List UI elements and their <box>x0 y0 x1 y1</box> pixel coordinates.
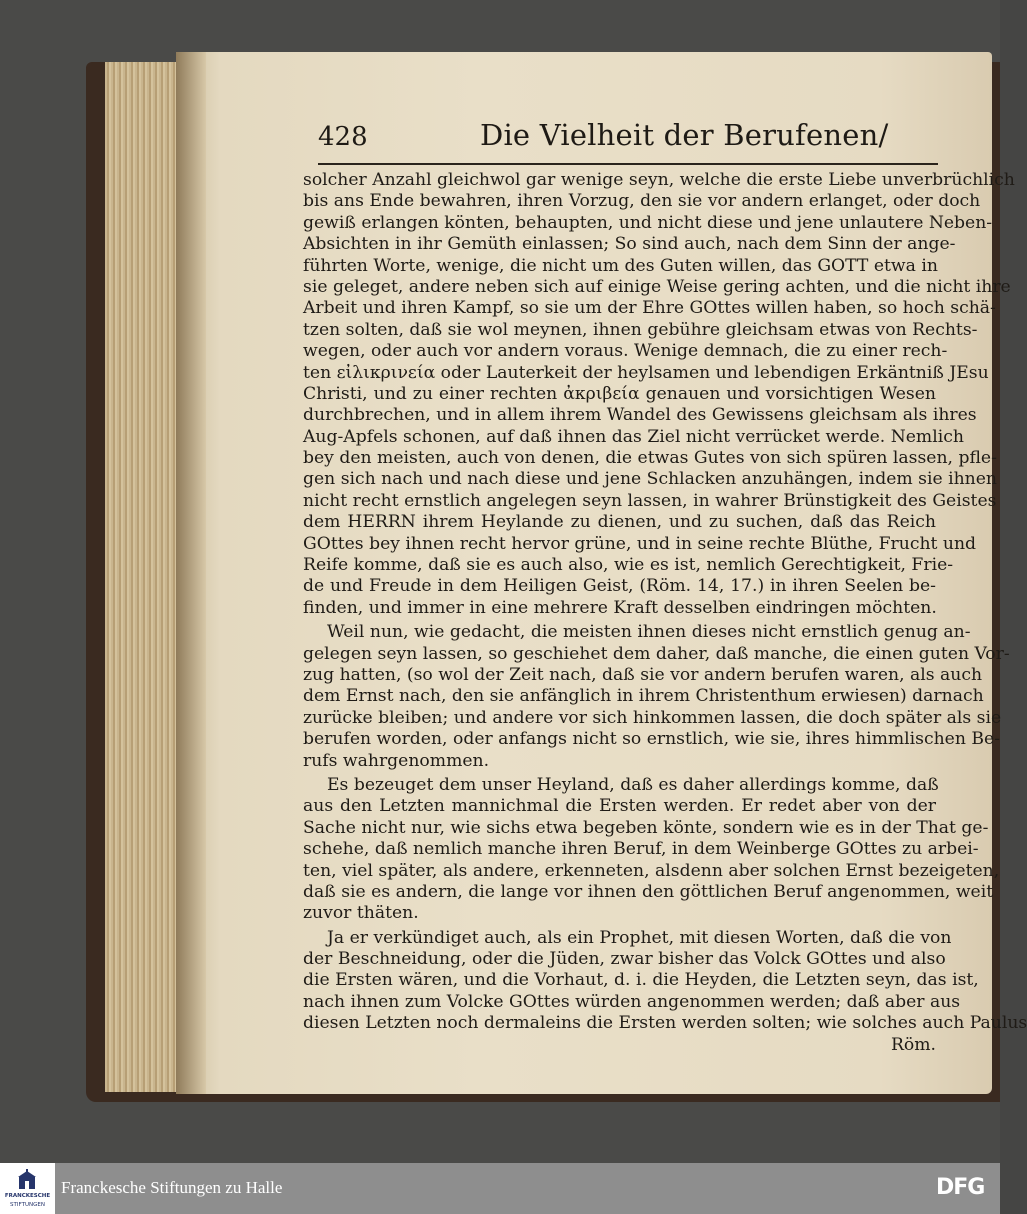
text-line: Sache nicht nur, wie sichs etwa begeben könte, sondern wie es in der That ge- <box>303 817 989 838</box>
text-line: sie geleget, andere neben sich auf einige Weise gering achten, und die nicht ihre <box>303 276 1011 297</box>
text-line: zuvor thäten. <box>303 903 419 924</box>
text-line: aus den Letzten mannichmal die Ersten werden. Er redet aber von der <box>303 796 936 817</box>
logo-text-line2: STIFTUNGEN <box>10 1202 45 1208</box>
text-line: Christi, und zu einer rechten ἀκριβεία genauen und vorsichtigen Wesen <box>303 383 936 404</box>
text-line: schehe, daß nemlich manche ihren Beruf, in dem Weinberge GOttes zu arbei- <box>303 839 979 860</box>
text-line: Absichten in ihr Gemüth einlassen; So sind auch, nach dem Sinn der ange- <box>303 234 956 255</box>
text-line: die Ersten wären, und die Vorhaut, d. i. die Heyden, die Letzten seyn, das ist, <box>303 970 979 991</box>
text-line: Es bezeuget dem unser Heyland, daß es daher allerdings komme, daß <box>327 774 939 795</box>
institution-name[interactable]: Franckesche Stiftungen zu Halle <box>61 1178 283 1197</box>
running-title: Die Vielheit der Berufenen/ <box>480 118 889 152</box>
page-number: 428 <box>318 122 368 152</box>
text-line: Ja er verkündiget auch, als ein Prophet, mit diesen Worten, daß die von <box>327 927 952 948</box>
text-line: berufen worden, oder anfangs nicht so ernstlich, wie sie, ihres himmlischen Be- <box>303 729 1001 750</box>
text-line: zurücke bleiben; und andere vor sich hinkommen lassen, die doch später als sie <box>303 707 1002 728</box>
text-line: gelegen seyn lassen, so geschiehet dem daher, daß manche, die einen guten Vor- <box>303 643 1010 664</box>
text-line: Reife komme, daß sie es auch also, wie es ist, nemlich Gerechtigkeit, Frie- <box>303 555 954 576</box>
text-line: ten, viel später, als andere, erkenneten, alsdenn aber solchen Ernst bezeigeten, <box>303 860 1000 881</box>
text-line: der Beschneidung, oder die Jüden, zwar bisher das Volck GOttes und also <box>303 949 946 970</box>
page-text <box>303 170 1027 1056</box>
institution-logo[interactable] <box>0 1163 55 1214</box>
page-header <box>318 118 938 162</box>
text-line: solcher Anzahl gleichwol gar wenige seyn, welche die erste Liebe unverbrüchlich <box>303 170 1015 190</box>
text-line: bis ans Ende bewahren, ihren Vorzug, den sie vor andern erlanget, oder doch <box>303 191 981 212</box>
text-line: gewiß erlangen könten, behaupten, und nicht diese und jene unlautere Neben- <box>303 212 993 233</box>
text-line: führten Worte, wenige, die nicht um des Guten willen, das GOTT etwa in <box>303 255 938 276</box>
text-line: nicht recht ernstlich angelegen seyn lassen, in wahrer Brünstigkeit des Geistes <box>303 490 997 511</box>
header-rule <box>318 163 938 165</box>
text-line: rufs wahrgenommen. <box>303 750 490 771</box>
text-line: bey den meisten, auch von denen, die etwas Gutes von sich spüren lassen, pfle- <box>303 448 997 469</box>
logo-text-line1: FRANCKESCHE <box>4 1193 51 1199</box>
catchword: Röm. <box>890 1034 936 1055</box>
text-line: ten εἰλικρινεία oder Lauterkeit der heylsamen und lebendigen Erkäntniß JEsu <box>303 362 989 383</box>
text-line: dem HERRN ihrem Heylande zu dienen, und zu suchen, daß das Reich <box>303 512 936 533</box>
page-gutter <box>176 52 206 1094</box>
text-line: Weil nun, wie gedacht, die meisten ihnen dieses nicht ernstlich genug an- <box>327 622 971 643</box>
text-line: wegen, oder auch vor andern voraus. Wenige demnach, die zu einer rech- <box>303 341 948 362</box>
footer-bar <box>0 1163 1000 1214</box>
text-line: durchbrechen, und in allem ihrem Wandel des Gewissens gleichsam als ihres <box>303 405 977 426</box>
text-line: gen sich nach und nach diese und jene Schlacken anzuhängen, indem sie ihnen <box>303 469 997 490</box>
text-line: diesen Letzten noch dermaleins die Ersten werden solten; wie solches auch Paulus <box>303 1013 1027 1034</box>
text-line: finden, und immer in eine mehrere Kraft desselben eindringen möchten. <box>303 597 937 618</box>
text-line: dem Ernst nach, den sie anfänglich in ihrem Christenthum erwiesen) darnach <box>303 686 984 707</box>
text-line: Arbeit und ihren Kampf, so sie um der Ehre GOttes willen haben, so hoch schä- <box>303 298 996 319</box>
text-line: nach ihnen zum Volcke GOttes würden angenommen werden; daß aber aus <box>303 991 961 1012</box>
text-line: GOttes bey ihnen recht hervor grüne, und in seine rechte Blüthe, Frucht und <box>303 533 977 554</box>
text-line: daß sie es andern, die lange vor ihnen den göttlichen Beruf angenommen, weit <box>303 881 994 902</box>
dfg-logo[interactable]: DFG <box>936 1175 985 1200</box>
text-line: de und Freude in dem Heiligen Geist, (Röm. 14, 17.) in ihren Seelen be- <box>303 576 936 597</box>
text-line: tzen solten, daß sie wol meynen, ihnen gebühre gleichsam etwas von Rechts- <box>303 319 978 340</box>
text-line: Aug-Apfels schonen, auf daß ihnen das Ziel nicht verrücket werde. Nemlich <box>303 426 964 447</box>
text-line: zug hatten, (so wol der Zeit nach, daß sie vor andern berufen waren, als auch <box>303 664 983 685</box>
building-icon <box>17 1169 37 1191</box>
